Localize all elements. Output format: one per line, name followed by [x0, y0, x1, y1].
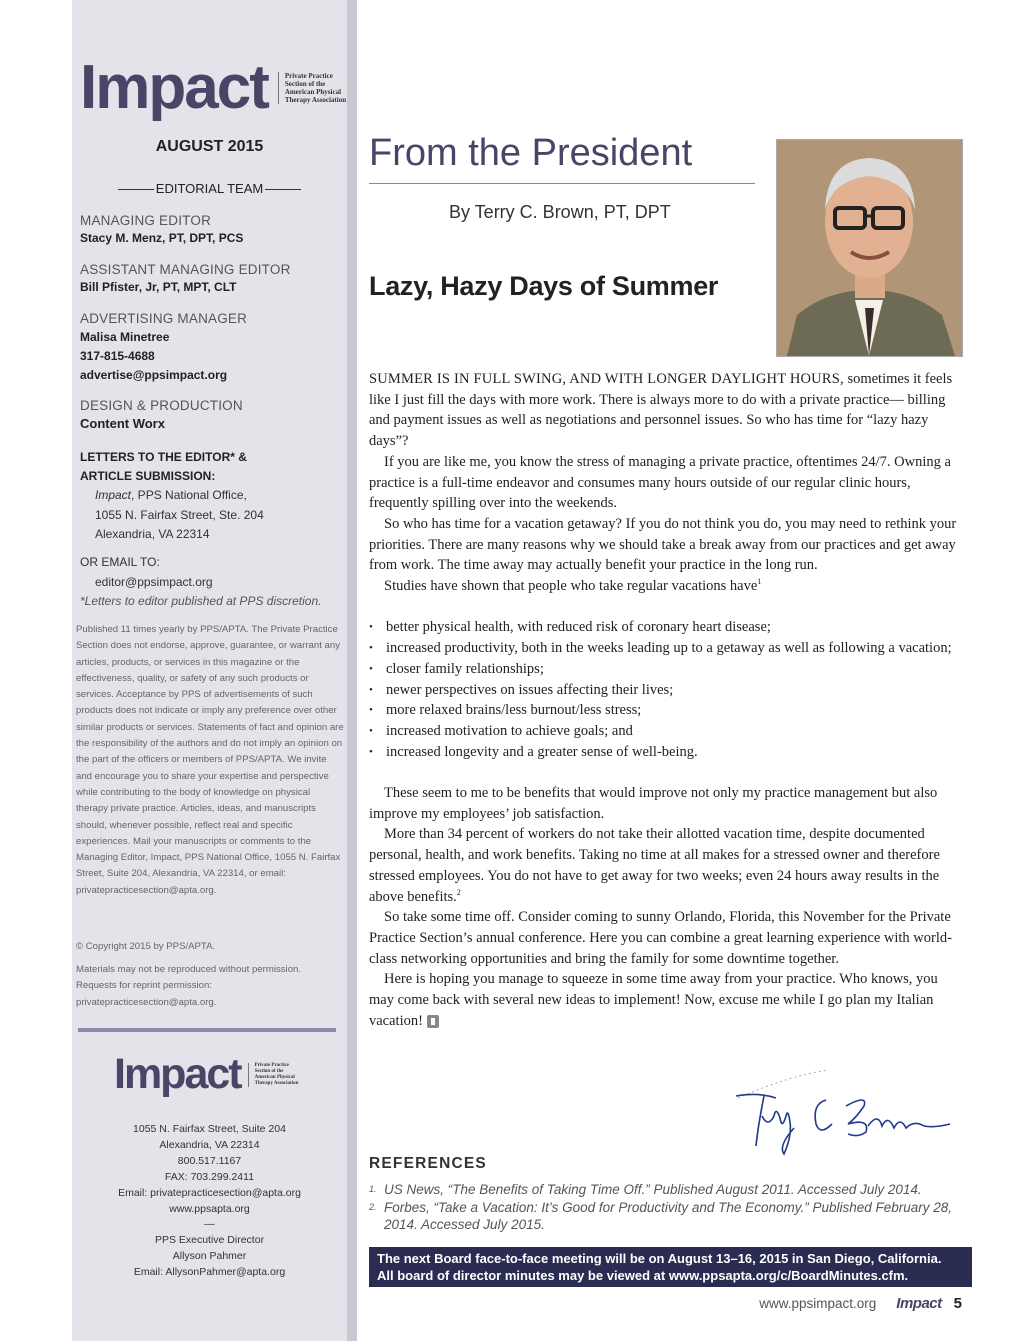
board-meeting-notice: The next Board face-to-face meeting will be on August 13–16, 2015 in San Diego, California. All board of director minutes may be viewed at www.ppsapta.org/c/BoardMinutes.cfm.: [369, 1247, 972, 1287]
list-item: • increased motivation to achieve goals; and: [369, 721, 961, 742]
paragraph: More than 34 percent of workers do not take their allotted vacation time, despite documented personal, health, and work benefits. Taking no time at all makes for a stressed owner and therefore stressed employees. You do not have to get away for two weeks; even 24 hours away results in the above benefits.$^2$: [369, 826, 940, 905]
byline: By Terry C. Brown, PT, DPT: [449, 202, 671, 222]
end-mark-icon: [427, 1015, 439, 1028]
paragraph: So who has time for a vacation getaway? If you do not think you do, you may need to rethink your priorities. There are many reasons why we should take a break away from our practices and get away from work. The time away may actually benefit your practice in the long run.: [369, 515, 957, 574]
list-item: • closer family relationships;: [369, 659, 961, 680]
publication-disclaimer: Published 11 times yearly by PPS/APTA. The Private Practice Section does not endorse, approve, guarantee, or warrant any articles, products, or services in this magazine or the effectiveness, quality, or safety of any such products or services. Acceptance by PPS of advertisements of such products does not indicate or imply any preference over other similar products or services. Statements of fact and opinion are the responsibility of the authors and do not imply an opinion on the part of the officers or members of PPS/APTA. We invite and encourage you to share your expertise and perspective while contributing to the body of knowledge on physical therapy private practice. Articles, ideas, and manuscripts should, whenever possible, reflect real and specific experiences. Mail your manuscripts or comments to the Managing Editor, Impact, PPS National Office, 1055 N. Fairfax Street, Suite 204, Alexandria, VA 22314, or email: privatepracticesection@apta.org.: [76, 624, 344, 896]
paragraph: Here is hoping you manage to squeeze in some time away from your practice. Who knows, you may come back with several new ideas to implement! Now, excuse me while I go plan my Italian vacation!: [369, 971, 938, 1029]
paragraph: These seem to me to be benefits that would improve not only my practice management but also improve my employees’ job satisfaction.: [369, 785, 938, 822]
footer-url[interactable]: www.ppsimpact.org: [759, 1296, 877, 1311]
author-photo: [776, 139, 963, 357]
issue-date: AUGUST 2015: [155, 138, 264, 155]
reprint-notice: Materials may not be reproduced without permission. Requests for reprint permission: privatepracticesection@apta.org.: [76, 964, 302, 1008]
managing-editor: MANAGING EDITOR Stacy M. Menz, PT, DPT, PCS: [80, 213, 244, 245]
advertising-manager: ADVERTISING MANAGER Malisa Minetree 317-815-4688 advertise@ppsimpact.org: [80, 311, 342, 385]
letters-submission: LETTERS TO THE EDITOR* & ARTICLE SUBMISSION: Impact, PPS National Office, 1055 N. Fairfax Street, Ste. 204 Alexandria, VA 22314: [80, 450, 264, 541]
article-body: [369, 369, 961, 1031]
reference-item: 1. US News, “The Benefits of Taking Time Off.” Published August 2011. Accessed July 2014.: [369, 1182, 922, 1197]
logo-tagline: Private Practice Section of the American Physical Therapy Association: [278, 72, 346, 104]
assistant-managing-editor: ASSISTANT MANAGING EDITOR Bill Pfister, Jr, PT, MPT, CLT: [80, 262, 291, 294]
contact-email[interactable]: Email: privatepracticesection@apta.org: [118, 1186, 301, 1199]
board-minutes-link[interactable]: All board of director minutes may be viewed at www.ppsapta.org/c/BoardMinutes.cfm.: [377, 1268, 909, 1283]
paragraph: If you are like me, you know the stress of managing a private practice, oftentimes 24/7. Owning a practice is a full-time endeavor and consumes many hours outside of our regular clinic hours, frequently spilling over into the weekends.: [369, 453, 951, 512]
list-item: • newer perspectives on issues affecting their lives;: [369, 680, 961, 701]
footer-brand: Impact: [896, 1295, 942, 1312]
list-item: • better physical health, with reduced risk of coronary heart disease;: [369, 617, 961, 638]
page-footer: [759, 1295, 962, 1312]
list-item: • increased productivity, both in the weeks leading up to a getaway as well as following a vacation;: [369, 638, 961, 659]
advertising-email[interactable]: advertise@ppsimpact.org: [80, 368, 228, 382]
divider: [265, 189, 301, 190]
director-email[interactable]: Email: AllysonPahmer@apta.org: [133, 1266, 286, 1279]
divider: [369, 183, 755, 184]
impact-logo-small: Impact Private Practice Section of the American Physical Therapy Association: [114, 1050, 299, 1098]
references-list: [369, 1181, 961, 1234]
benefits-list: [369, 617, 961, 762]
author-signature: [728, 1066, 958, 1158]
page-number: 5: [953, 1295, 962, 1312]
divider: [118, 189, 154, 190]
section-title: From the President: [369, 132, 693, 174]
contact-info: 1055 N. Fairfax Street, Suite 204 Alexandria, VA 22314 800.517.1167 FAX: 703.299.2411 Email: privatepracticesection@apta.org www.ppsapta.org — PPS Executive Director Allyson Pahmer Email: AllysonPahmer@apta.org: [72, 1122, 347, 1281]
references-heading: REFERENCES: [369, 1155, 487, 1172]
reference-item: 2. Forbes, “Take a Vacation: It’s Good for Productivity and The Economy.” Published February 28, 2014. Accessed July 2015.: [369, 1199, 953, 1232]
paragraph: So take some time off. Consider coming to sunny Orlando, Florida, this November for the Private Practice Section’s annual conference. Here you can combine a great learning experience with world-class networking opportunities and bring the family for some downtime together.: [369, 909, 952, 967]
portrait-illustration: [777, 140, 962, 356]
article-headline: Lazy, Hazy Days of Summer: [369, 271, 719, 301]
email-to: OR EMAIL TO: editor@ppsimpact.org *Letters to editor published at PPS discretion.: [80, 553, 342, 612]
design-production: DESIGN & PRODUCTION Content Worx: [80, 398, 243, 431]
sidebar: [72, 0, 357, 1341]
divider: [78, 1028, 336, 1032]
paragraph: SUMMER IS IN FULL SWING, AND WITH LONGER DAYLIGHT HOURS, sometimes it feels like I just fill the days with more work. There is always more to do with a private practice— billing and payment issues as well as negotiations and personnel issues. So who has time for “lazy hazy days”?: [369, 371, 953, 450]
editorial-team-heading: EDITORIAL TEAM: [72, 181, 347, 196]
editor-email[interactable]: editor@ppsimpact.org: [95, 574, 213, 589]
copyright: © Copyright 2015 by PPS/APTA.: [76, 941, 216, 952]
list-item: • more relaxed brains/less burnout/less stress;: [369, 700, 961, 721]
paragraph: Studies have shown that people who take regular vacations have$^1$: [384, 577, 762, 595]
impact-logo: [80, 52, 346, 123]
list-item: • increased longevity and a greater sense of well-being.: [369, 742, 961, 763]
contact-website[interactable]: www.ppsapta.org: [169, 1202, 250, 1215]
logo-wordmark: Impact: [80, 53, 268, 122]
